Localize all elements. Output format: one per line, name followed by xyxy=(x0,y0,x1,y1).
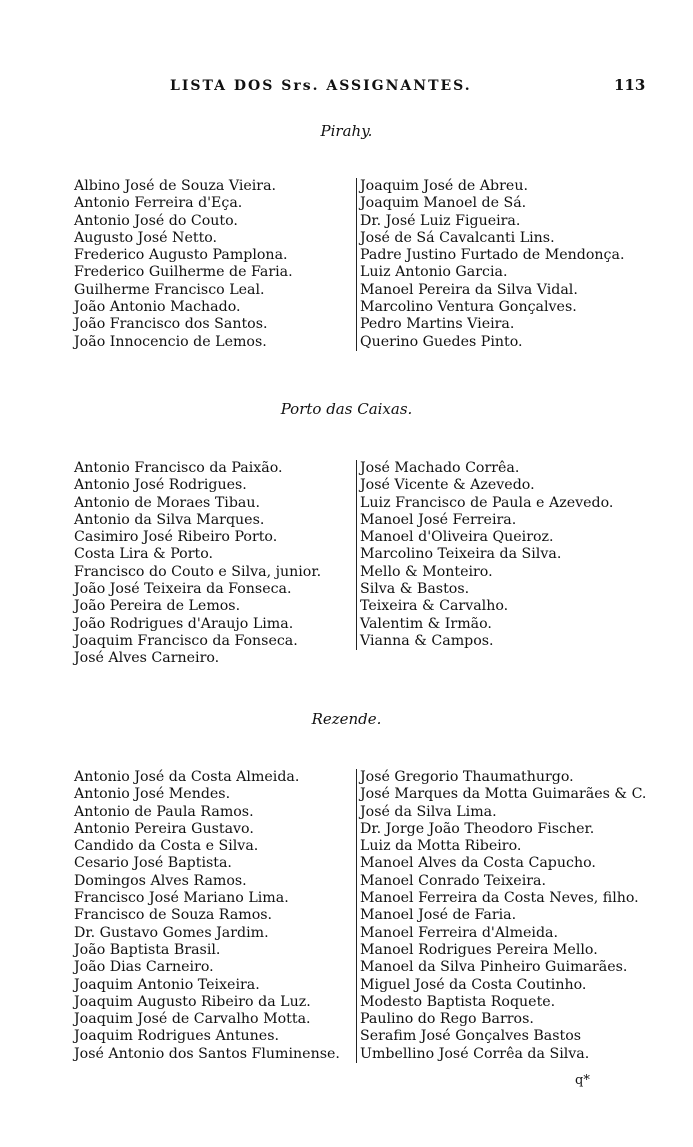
list-item: Antonio Francisco da Paixão. xyxy=(74,460,283,476)
list-item: Manoel José Ferreira. xyxy=(360,511,517,528)
list-item: Joaquim José de Carvalho Motta. xyxy=(74,1011,311,1028)
list-item: Marcolino Ventura Gonçalves. xyxy=(360,299,577,316)
section-title-rezende: Rezende. xyxy=(311,710,382,728)
list-item: Albino José de Souza Vieira. xyxy=(74,178,277,194)
list-item: Manoel Pereira da Silva Vidal. xyxy=(360,281,578,298)
section-title-porto-das-caixas: Porto das Caixas. xyxy=(280,400,413,418)
list-item: Padre Justino Furtado de Mendonça. xyxy=(360,247,625,264)
list-item: José Machado Corrêa. xyxy=(360,460,520,476)
subscriber-list-pirahy-left xyxy=(74,178,293,351)
list-item: Manoel Rodrigues Pereira Mello. xyxy=(360,941,598,958)
list-item: Cesario José Baptista. xyxy=(74,855,232,872)
list-item: Antonio da Silva Marques. xyxy=(74,511,265,528)
list-item: Querino Guedes Pinto. xyxy=(360,333,523,350)
list-item: Antonio Ferreira d'Eça. xyxy=(74,195,243,212)
list-item: Umbellino José Corrêa da Silva. xyxy=(360,1045,590,1062)
list-item: Antonio de Paula Ramos. xyxy=(74,803,254,820)
list-item: João Rodrigues d'Araujo Lima. xyxy=(74,615,294,632)
list-item: Joaquim Manoel de Sá. xyxy=(360,195,527,212)
list-item: Antonio José Mendes. xyxy=(74,786,231,803)
list-item: Francisco José Mariano Lima. xyxy=(74,890,289,907)
list-item: João Francisco dos Santos. xyxy=(74,316,268,333)
list-item: Joaquim Augusto Ribeiro da Luz. xyxy=(74,993,311,1010)
section-title-pirahy: Pirahy. xyxy=(320,122,373,140)
list-item: Costa Lira & Porto. xyxy=(74,546,213,563)
list-item: Dr. Jorge João Theodoro Fischer. xyxy=(360,820,595,837)
page-number: 113 xyxy=(614,76,646,94)
list-item: João Pereira de Lemos. xyxy=(74,598,241,615)
list-item: Silva & Bastos. xyxy=(360,581,470,598)
list-item: José Antonio dos Santos Fluminense. xyxy=(74,1045,340,1062)
list-item: Antonio José da Costa Almeida. xyxy=(74,769,300,785)
signature-mark: q* xyxy=(575,1073,590,1088)
list-item: Manoel Alves da Costa Capucho. xyxy=(360,855,596,872)
list-item: Luiz Antonio Garcia. xyxy=(360,264,508,281)
list-item: Guilherme Francisco Leal. xyxy=(74,281,265,298)
list-item: João Baptista Brasil. xyxy=(74,941,221,958)
list-item: Vianna & Campos. xyxy=(360,632,494,649)
list-item: Paulino do Rego Barros. xyxy=(360,1011,534,1028)
list-item: José Vicente & Azevedo. xyxy=(360,477,535,494)
list-item: Manoel José de Faria. xyxy=(360,907,517,924)
list-item: Miguel José da Costa Coutinho. xyxy=(360,976,587,993)
list-item: João Antonio Machado. xyxy=(74,299,241,316)
list-item: Frederico Augusto Pamplona. xyxy=(74,247,288,264)
list-item: Domingos Alves Ramos. xyxy=(74,872,247,889)
subscriber-list-porto-right xyxy=(356,460,613,650)
subscriber-list-rezende-left xyxy=(74,769,340,1063)
list-item: Antonio José Rodrigues. xyxy=(74,477,247,494)
list-item: João Dias Carneiro. xyxy=(74,959,214,976)
list-item: José Alves Carneiro. xyxy=(74,650,220,667)
list-item: Casimiro José Ribeiro Porto. xyxy=(74,529,278,546)
list-item: Manoel d'Oliveira Queiroz. xyxy=(360,529,554,546)
list-item: Dr. José Luiz Figueira. xyxy=(360,212,521,229)
list-item: Pedro Martins Vieira. xyxy=(360,316,515,333)
list-item: Marcolino Teixeira da Silva. xyxy=(360,546,562,563)
list-item: José de Sá Cavalcanti Lins. xyxy=(360,229,555,246)
list-item: Manoel Ferreira d'Almeida. xyxy=(360,924,559,941)
list-item: Augusto José Netto. xyxy=(74,229,218,246)
list-item: Frederico Guilherme de Faria. xyxy=(74,264,293,281)
list-item: João Innocencio de Lemos. xyxy=(74,333,267,350)
list-item: Joaquim José de Abreu. xyxy=(360,178,528,194)
list-item: José da Silva Lima. xyxy=(360,803,497,820)
list-item: Candido da Costa e Silva. xyxy=(74,838,259,855)
list-item: Manoel Conrado Teixeira. xyxy=(360,872,546,889)
list-item: Antonio José do Couto. xyxy=(74,212,238,229)
list-item: Luiz Francisco de Paula e Azevedo. xyxy=(360,494,614,511)
list-item: Dr. Gustavo Gomes Jardim. xyxy=(74,924,269,941)
list-item: Francisco de Souza Ramos. xyxy=(74,907,273,924)
list-item: Manoel da Silva Pinheiro Guimarães. xyxy=(360,959,628,976)
subscriber-list-porto-left xyxy=(74,460,321,668)
list-item: Mello & Monteiro. xyxy=(360,563,493,580)
list-item: Joaquim Francisco da Fonseca. xyxy=(74,632,298,649)
list-item: José Marques da Motta Guimarães & C. xyxy=(360,786,647,803)
list-item: Modesto Baptista Roquete. xyxy=(360,993,556,1010)
subscriber-list-rezende-right xyxy=(356,769,646,1063)
list-item: Valentim & Irmão. xyxy=(360,615,492,632)
list-item: Francisco do Couto e Silva, junior. xyxy=(74,563,322,580)
list-item: João José Teixeira da Fonseca. xyxy=(74,581,292,598)
list-item: Luiz da Motta Ribeiro. xyxy=(360,838,522,855)
list-item: Manoel Ferreira da Costa Neves, filho. xyxy=(360,890,639,907)
list-item: Antonio Pereira Gustavo. xyxy=(74,820,254,837)
list-item: Joaquim Antonio Teixeira. xyxy=(74,976,260,993)
list-item: Antonio de Moraes Tibau. xyxy=(74,494,261,511)
list-item: Teixeira & Carvalho. xyxy=(360,598,509,615)
subscriber-list-pirahy-right xyxy=(356,178,624,351)
running-header: LISTA DOS Srs. ASSIGNANTES. xyxy=(170,78,472,94)
list-item: José Gregorio Thaumathurgo. xyxy=(360,769,574,785)
list-item: Joaquim Rodrigues Antunes. xyxy=(74,1028,279,1045)
list-item: Serafim José Gonçalves Bastos xyxy=(360,1028,582,1045)
